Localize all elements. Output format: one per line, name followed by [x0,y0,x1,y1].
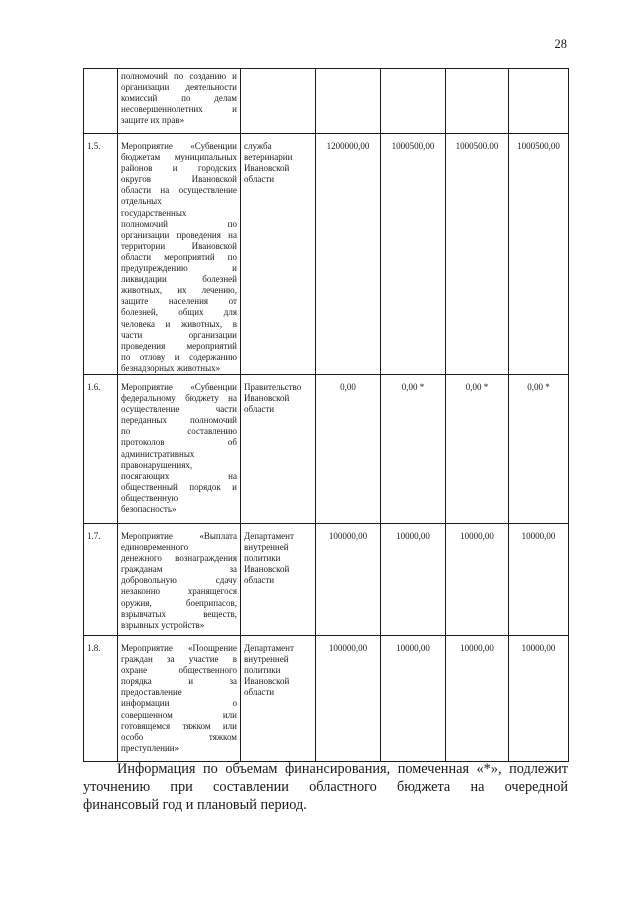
measure-cell [118,134,241,375]
measure-line: полномочий по [121,218,237,229]
responsible-line: области [244,575,275,586]
responsible-line: области [244,687,275,698]
amount-cell [381,374,446,523]
row-number-cell [84,635,118,761]
measure-line: особо тяжком [121,731,237,742]
measure-line: отдельных [121,196,162,207]
measure-line: правонарушениях, [121,459,193,470]
measure-line: преступлении» [121,742,180,753]
measure-line: безнадзорных животных» [121,362,221,373]
measure-line: протоколов об [121,437,237,448]
page-number: 28 [554,37,567,51]
row-number: 1.5. [87,141,101,151]
measure-line: добровольную сдачу [121,575,237,586]
amount-cell [446,523,509,635]
responsible-line: Правительство [244,381,302,392]
measure-line: по составлению [121,426,237,437]
table-row [84,523,569,635]
amount-cell [316,523,381,635]
responsible-line: ветеринарии [244,152,293,163]
amount-value: 10000,00 [396,530,430,541]
measure-line: ликвидации болезней [121,274,237,285]
amount-cell [316,134,381,375]
measure-line: Мероприятие «Поощрение [121,642,237,653]
measure-line: Мероприятие «Субвенции [121,381,237,392]
responsible-line: внутренней [244,542,289,553]
responsible-cell [241,69,316,134]
amount-cell [509,134,569,375]
measure-line: посягающих на [121,470,237,481]
note-line: уточнению при составлении областного бюджета на очередной [83,779,568,795]
measure-line: Мероприятие «Выплата [121,530,237,541]
measure-line: Мероприятие «Субвенции [121,141,237,151]
amount-cell [509,523,569,635]
measure-cell [118,69,241,134]
responsible-line: служба [244,141,272,151]
note-line: Информация по объемам финансирования, помеченная «*», подлежит [117,761,568,777]
measure-line: животных, их лечению, [121,285,237,296]
amount-value: 1000500,00 [517,141,560,151]
amount-cell [316,635,381,761]
row-number-cell [84,69,118,134]
row-number: 1.8. [87,642,101,653]
measure-cell [118,374,241,523]
measure-line: совершенном или [121,709,237,720]
row-number: 1.6. [87,381,101,392]
measure-line: взрывчатых веществ, [121,608,237,619]
amount-value: 1000500.00 [455,141,499,151]
measure-line: единовременного [121,542,189,553]
measure-line: организации проведения на [121,229,237,240]
responsible-line: политики [244,553,281,564]
amount-value: 100000,00 [328,530,368,541]
responsible-line: политики [244,665,281,676]
responsible-line: Ивановской [244,393,290,404]
measure-line: человека и животных, в [121,318,237,329]
row-number-cell [84,523,118,635]
measure-line: области на осуществление [121,185,237,196]
measure-cell [118,635,241,761]
amount-value: 10000,00 [460,642,494,653]
measure-line: осуществление части [121,404,237,415]
measure-cell [118,523,241,635]
amount-cell [509,635,569,761]
amount-cell [446,69,509,134]
responsible-line: Департамент [244,530,294,541]
measure-line: комиссий по делам [121,93,237,104]
amount-value: 10000,00 [521,530,556,541]
amount-cell [381,523,446,635]
amount-value: 0,00 [340,381,356,392]
measure-line: взрывных устройств» [121,619,205,630]
amount-value: 10000,00 [460,530,494,541]
measure-line: организации деятельности [121,82,237,93]
table-row [84,374,569,523]
financing-note [83,760,568,814]
responsible-line: Ивановской [244,163,290,174]
measure-line: федеральному бюджету на [121,393,237,404]
measure-line: проведения мероприятий [121,340,237,351]
financing-table [83,68,569,762]
measure-line: административных [121,448,195,459]
measure-line: территории Ивановской [121,240,237,251]
measure-line: граждан за участие в [121,654,237,665]
responsible-cell [241,635,316,761]
measure-line: по отлову и содержанию [121,351,237,362]
responsible-cell [241,374,316,523]
responsible-line: Ивановской [244,564,290,575]
amount-cell [446,374,509,523]
measure-line: переданных полномочий [121,415,237,426]
amount-value: 0,00 * [465,381,489,392]
responsible-line: внутренней [244,654,289,665]
table-body [84,69,569,762]
measure-line: общественную [121,492,179,503]
amount-cell [509,374,569,523]
amount-cell [509,69,569,134]
measure-line: общественный порядок и [121,481,237,492]
measure-line: порядка и за [121,676,237,687]
responsible-cell [241,523,316,635]
measure-line: информации о [121,698,237,709]
responsible-line: области [244,174,275,185]
amount-value: 1200000,00 [326,141,370,151]
amount-cell [446,134,509,375]
measure-line: защите их прав» [121,115,185,126]
amount-value: 0,00 * [527,381,550,392]
amount-cell [381,134,446,375]
measure-line: предоставление [121,687,182,698]
measure-line: предупреждению и [121,263,237,274]
measure-line: готовящемся тяжком или [121,720,237,731]
measure-line: денежного вознаграждения [121,553,237,564]
amount-cell [316,69,381,134]
measure-line: болезней, общих для [121,307,237,318]
measure-line: оружия, боеприпасов, [121,597,237,608]
measure-line: гражданам за [121,564,237,575]
amount-cell [446,635,509,761]
measure-line: районов и городских [121,163,237,174]
table-row [84,134,569,375]
row-number: 1.7. [87,530,101,541]
table-row [84,635,569,761]
measure-line: полномочий по созданию и [121,71,237,81]
measure-line: защите населения от [121,296,237,307]
responsible-line: Ивановской [244,676,290,687]
amount-value: 10000,00 [521,642,556,653]
amount-cell [381,69,446,134]
measure-line: безопасность» [121,504,177,514]
responsible-line: Департамент [244,642,294,653]
table-row [84,69,569,134]
measure-line: бюджетам муниципальных [121,152,237,163]
amount-cell [381,635,446,761]
amount-value: 0,00 * [401,381,425,392]
measure-line: части организации [121,329,237,340]
row-number-cell [84,374,118,523]
measure-line: государственных [121,207,187,218]
responsible-cell [241,134,316,375]
measure-line: охране общественного [121,665,237,676]
measure-line: области мероприятий по [121,251,237,262]
amount-value: 100000,00 [328,642,368,653]
measure-line: незаконно хранящегося [121,586,237,597]
responsible-line: области [244,404,275,415]
amount-value: 10000,00 [396,642,430,653]
note-line: финансовый год и плановый период. [83,797,307,813]
measure-line: округов Ивановской [121,174,237,185]
measure-line: несовершеннолетних и [121,104,237,115]
amount-value: 1000500,00 [391,141,435,151]
row-number-cell [84,134,118,375]
amount-cell [316,374,381,523]
